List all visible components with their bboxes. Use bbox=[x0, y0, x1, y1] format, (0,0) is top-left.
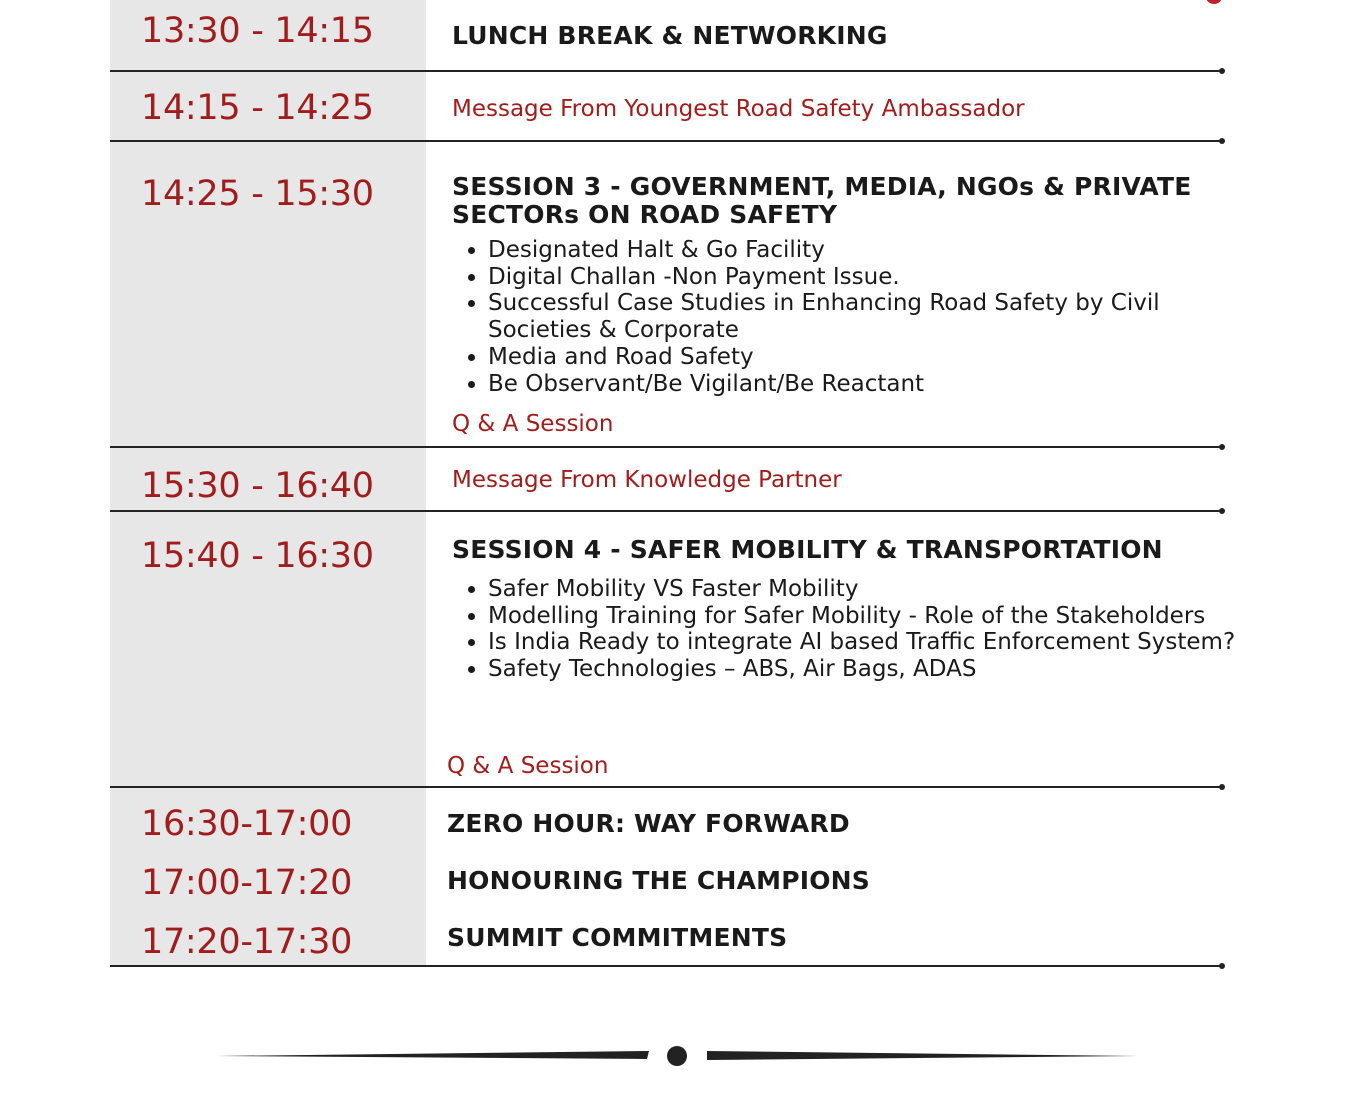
row-title: SUMMIT COMMITMENTS bbox=[447, 923, 788, 952]
list-item: • Successful Case Studies in Enhancing Road Safety by Civil Societies & Corporate bbox=[488, 290, 1248, 343]
row-time: 14:25 - 15:30 bbox=[141, 174, 374, 214]
row-title: HONOURING THE CHAMPIONS bbox=[447, 866, 871, 895]
row-time: 15:30 - 16:40 bbox=[141, 466, 374, 506]
row-time: 16:30-17:00 bbox=[141, 804, 353, 844]
list-item: • Safer Mobility VS Faster Mobility bbox=[488, 576, 1248, 603]
list-item: • Is India Ready to integrate AI based Traffic Enforcement System? bbox=[488, 629, 1248, 656]
row-divider bbox=[110, 446, 1222, 448]
row-divider bbox=[110, 140, 1222, 142]
list-item: • Be Observant/Be Vigilant/Be Reactant bbox=[488, 371, 1248, 398]
row-time: 14:15 - 14:25 bbox=[141, 88, 374, 128]
list-item: • Digital Challan -Non Payment Issue. bbox=[488, 264, 1248, 291]
row-time: 13:30 - 14:15 bbox=[141, 11, 374, 51]
qa-session-label: Q & A Session bbox=[452, 411, 614, 437]
list-item: • Safety Technologies – ABS, Air Bags, ADAS bbox=[488, 656, 1248, 683]
row-divider bbox=[110, 510, 1222, 512]
row-title: LUNCH BREAK & NETWORKING bbox=[452, 21, 888, 50]
session-topics-list bbox=[452, 576, 1248, 683]
row-message: Message From Knowledge Partner bbox=[452, 467, 842, 493]
row-time: 17:20-17:30 bbox=[141, 922, 353, 962]
row-divider bbox=[110, 965, 1222, 967]
row-message: Message From Youngest Road Safety Ambassador bbox=[452, 96, 1025, 122]
ornamental-divider-icon bbox=[215, 1040, 1140, 1072]
list-item: • Designated Halt & Go Facility bbox=[488, 237, 1248, 264]
row-divider bbox=[110, 786, 1222, 788]
row-divider bbox=[110, 70, 1222, 72]
session-title: SESSION 4 - SAFER MOBILITY & TRANSPORTATION bbox=[452, 535, 1163, 564]
decorative-dot-icon bbox=[1206, 0, 1222, 4]
session-title-line: SESSION 3 - GOVERNMENT, MEDIA, NGOs & PRIVATE bbox=[452, 172, 1192, 201]
row-title: ZERO HOUR: WAY FORWARD bbox=[447, 809, 850, 838]
qa-session-label: Q & A Session bbox=[447, 753, 609, 779]
session-title-line: SECTORs ON ROAD SAFETY bbox=[452, 200, 838, 229]
session-topics-list bbox=[452, 237, 1248, 397]
list-item: • Media and Road Safety bbox=[488, 344, 1248, 371]
row-time: 15:40 - 16:30 bbox=[141, 536, 374, 576]
row-time: 17:00-17:20 bbox=[141, 863, 353, 903]
list-item: • Modelling Training for Safer Mobility - Role of the Stakeholders bbox=[488, 603, 1248, 630]
